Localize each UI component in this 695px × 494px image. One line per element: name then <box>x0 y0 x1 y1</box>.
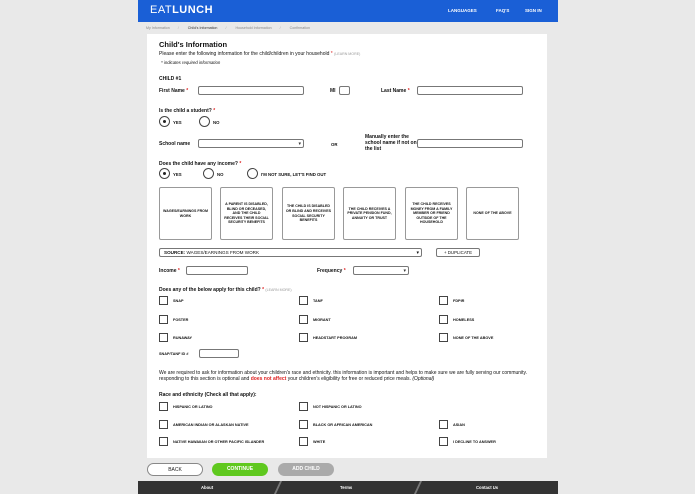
nav-languages[interactable]: LANGUAGES <box>448 8 477 13</box>
footer-contact-link[interactable]: Contact Us <box>476 485 499 490</box>
checkbox-american-indian-label: AMERICAN INDIAN OR ALASKAN NATIVE <box>173 423 249 427</box>
checkbox-tanf[interactable] <box>299 296 308 305</box>
footer-divider <box>274 481 282 494</box>
frequency-select[interactable] <box>353 266 409 275</box>
income-tile-child-disabled[interactable]: THE CHILD IS DISABLED OR BLIND AND RECEIVES SOCIAL SECURITY BENEFITS <box>282 187 335 240</box>
checkbox-native-hawaiian-label: NATIVE HAWAIIAN OR OTHER PACIFIC ISLANDER <box>173 440 265 444</box>
race-intro: We are required to ask for information about your children's race and ethnicity. this information is important and helps to make sure we are fully serving our community. responding to this section is optional and does not affect your children's eligibility for free or reduced price meals. (Optional) <box>159 370 528 382</box>
student-question: Is the child a student? * <box>159 108 216 114</box>
snap-id-label: SNAP/TANF ID # <box>159 352 189 356</box>
student-no-label: NO <box>213 120 220 125</box>
income-yes-label: YES <box>173 172 182 177</box>
income-no-label: NO <box>217 172 224 177</box>
required-note: * indicates required information <box>161 60 221 65</box>
child-heading: CHILD #1 <box>159 76 182 82</box>
checkbox-white-label: WHITE <box>313 440 326 444</box>
checkbox-black-label: BLACK OR AFRICAN AMERICAN <box>313 423 373 427</box>
checkbox-hispanic[interactable] <box>159 402 168 411</box>
radio-selected-icon <box>163 120 166 123</box>
student-yes-radio[interactable] <box>159 116 170 127</box>
checkbox-snap-label: SNAP <box>173 299 184 303</box>
intro-text: Please enter the following information for the child/children in your household * (LEARN MORE) <box>159 51 361 57</box>
income-tile-wages[interactable]: WAGES/EARNINGS FROM WORK <box>159 187 212 240</box>
checkbox-migrant[interactable] <box>299 315 308 324</box>
form-card <box>147 34 547 458</box>
checkbox-programs-none[interactable] <box>439 333 448 342</box>
manual-school-label: Manually enter the school name if not on the list <box>365 134 417 152</box>
checkbox-headstart[interactable] <box>299 333 308 342</box>
checkbox-hispanic-label: HISPANIC OR LATINO <box>173 405 213 409</box>
breadcrumb-childs-information: Child's Information <box>187 26 218 30</box>
checkbox-asian-label: ASIAN <box>453 423 465 427</box>
footer <box>138 481 558 494</box>
chevron-down-icon: ▾ <box>416 250 419 256</box>
breadcrumb-household-information[interactable]: Household Information <box>235 26 272 30</box>
income-tile-pension[interactable]: THE CHILD RECEIVES A PRIVATE PENSION FUND, ANNUITY OR TRUST <box>343 187 396 240</box>
checkbox-native-hawaiian[interactable] <box>159 437 168 446</box>
checkbox-runaway-label: RUNAWAY <box>173 336 193 340</box>
mi-input[interactable] <box>339 86 350 95</box>
income-not-sure-label: I'M NOT SURE, LET'S FIND OUT <box>261 172 327 177</box>
top-navbar <box>138 0 558 22</box>
income-source-select[interactable]: SOURCE: WAGES/EARNINGS FROM WORK ▾ <box>159 248 422 257</box>
income-tile-none[interactable]: NONE OF THE ABOVE <box>466 187 519 240</box>
race-heading: Race and ethnicity (Check all that apply): <box>159 392 257 398</box>
checkbox-homeless[interactable] <box>439 315 448 324</box>
checkbox-programs-none-label: NONE OF THE ABOVE <box>453 336 494 340</box>
checkbox-tanf-label: TANF <box>313 299 323 303</box>
checkbox-runaway[interactable] <box>159 333 168 342</box>
checkbox-american-indian[interactable] <box>159 420 168 429</box>
learn-more-link[interactable]: (LEARN MORE) <box>334 52 361 56</box>
income-input[interactable] <box>186 266 248 275</box>
checkbox-decline[interactable] <box>439 437 448 446</box>
student-yes-label: YES <box>173 120 182 125</box>
breadcrumb-confirmation[interactable]: Confirmation <box>289 26 310 30</box>
checkbox-foster[interactable] <box>159 315 168 324</box>
checkbox-homeless-label: HOMELESS <box>453 318 475 322</box>
checkbox-migrant-label: MIGRANT <box>313 318 331 322</box>
income-not-sure-radio[interactable] <box>247 168 258 179</box>
duplicate-button[interactable]: + DUPLICATE <box>436 248 480 257</box>
checkbox-decline-label: I DECLINE TO ANSWER <box>453 440 496 444</box>
frequency-label: Frequency * <box>317 268 346 274</box>
checkbox-fdpir[interactable] <box>439 296 448 305</box>
last-name-input[interactable] <box>417 86 523 95</box>
checkbox-not-hispanic-label: NOT HISPANIC OR LATINO <box>313 405 362 409</box>
checkbox-not-hispanic[interactable] <box>299 402 308 411</box>
income-tile-parent-disabled[interactable]: A PARENT IS DISABLED, BLIND OR DECEASED, AND THE CHILD RECEIVES THEIR SOCIAL SECURITY BENEFITS <box>220 187 273 240</box>
or-label: OR <box>331 142 338 147</box>
first-name-input[interactable] <box>198 86 304 95</box>
income-label: Income * <box>159 268 180 274</box>
checkbox-black[interactable] <box>299 420 308 429</box>
programs-question: Does any of the below apply for this child? * (LEARN MORE) <box>159 287 292 293</box>
breadcrumb-my-information[interactable]: My Information <box>146 26 170 30</box>
nav-sign-in[interactable]: SIGN IN <box>525 8 542 13</box>
nav-faqs[interactable]: FAQ'S <box>496 8 510 13</box>
manual-school-input[interactable] <box>417 139 523 148</box>
school-name-label: School name <box>159 141 191 147</box>
income-no-radio[interactable] <box>203 168 214 179</box>
income-question: Does the child have any income? * <box>159 161 242 167</box>
footer-terms-link[interactable]: Terms <box>340 485 353 490</box>
back-button[interactable]: BACK <box>147 463 203 476</box>
continue-button[interactable]: CONTINUE <box>212 463 268 476</box>
add-child-button[interactable]: ADD CHILD <box>278 463 334 476</box>
logo[interactable]: EATLUNCH <box>150 4 214 16</box>
snap-id-input[interactable] <box>199 349 239 358</box>
checkbox-headstart-label: HEADSTART PROGRAM <box>313 336 358 340</box>
chevron-down-icon: ▾ <box>403 268 406 274</box>
page-title: Child's Information <box>159 40 228 49</box>
checkbox-white[interactable] <box>299 437 308 446</box>
mi-label: MI <box>330 88 336 94</box>
checkbox-fdpir-label: FDPIR <box>453 299 465 303</box>
income-tile-family-money[interactable]: THE CHILD RECEIVES MONEY FROM A FAMILY MEMBER OR FRIEND OUTSIDE OF THE HOUSEHOLD <box>405 187 458 240</box>
radio-selected-icon <box>163 172 166 175</box>
footer-about-link[interactable]: About <box>201 485 214 490</box>
breadcrumb: My Information / Child's Information / Household Information / Confirmation <box>146 26 310 30</box>
footer-divider <box>414 481 422 494</box>
first-name-label: First Name * <box>159 88 189 94</box>
checkbox-snap[interactable] <box>159 296 168 305</box>
checkbox-foster-label: FOSTER <box>173 318 189 322</box>
chevron-down-icon: ▾ <box>298 141 301 147</box>
school-name-select[interactable] <box>198 139 304 148</box>
student-no-radio[interactable] <box>199 116 210 127</box>
last-name-label: Last Name * <box>381 88 410 94</box>
checkbox-asian[interactable] <box>439 420 448 429</box>
income-yes-radio[interactable] <box>159 168 170 179</box>
learn-more-link[interactable]: (LEARN MORE) <box>265 288 292 292</box>
